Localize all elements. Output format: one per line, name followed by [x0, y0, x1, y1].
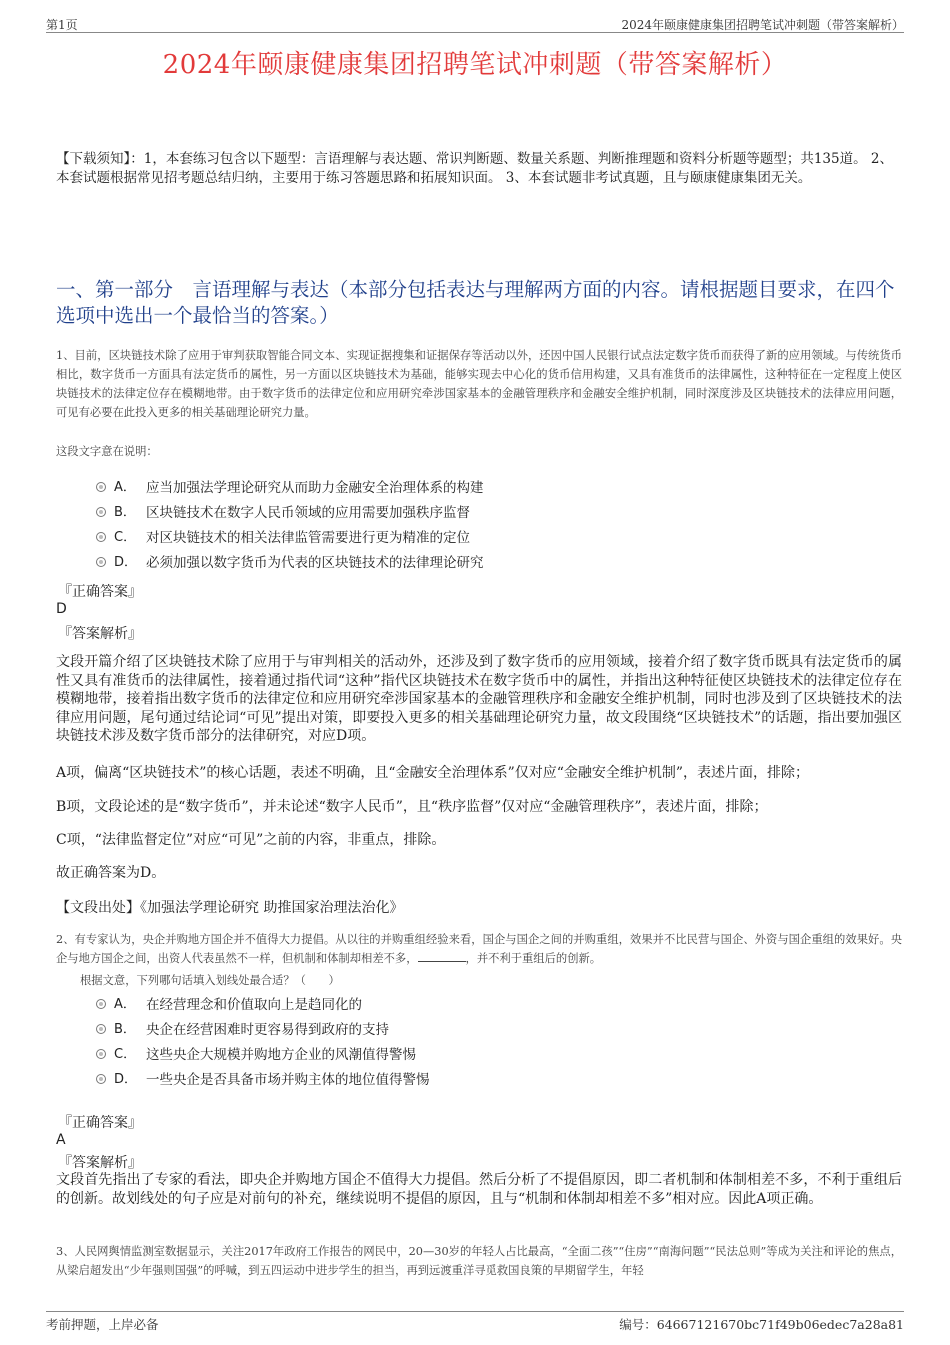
page-number: 第1页 — [46, 18, 78, 32]
blank-underline — [418, 951, 466, 962]
question-2-analysis: 文段首先指出了专家的看法，即央企并购地方国企不值得大力提倡。然后分析了不提倡原因，即二者机制和体制相差不多，不利于重组后的创新。故划线处的句子应是对前句的补充，继续说明不提倡的原因，且与“机制和体制却相差不多”相对应。因此A项正确。 — [56, 1172, 902, 1207]
option-text: 这些央企大规模并购地方企业的风潮值得警惕 — [146, 1047, 416, 1063]
option-text: 对区块链技术的相关法律监管需要进行更为精准的定位 — [146, 530, 470, 546]
question-1-stem: 1、目前，区块链技术除了应用于审判获取智能合同文本、实现证据搜集和证据保存等活动以外，还因中国人民银行试点法定数字货币而获得了新的应用领域。与传统货币相比，数字货币一方面具有法定货币的属性，另一方面以区块链技术为基础，能够实现去中心化的货币信用构建，又具有准货币的法律属性，这种特征在一定程度上使区块链技术的法律定位存在模糊地带。由于数字货币的法律定位和应用研究牵涉国家基本的金融管理秩序和金融安全维护机制，同时深度涉及区块链技术的法律应用问题，可见有必要在此投入更多的相关基础理论研究力量。 — [56, 349, 902, 419]
page-footer — [46, 1311, 904, 1332]
option-text: 必须加强以数字货币为代表的区块链技术的法律理论研究 — [146, 555, 484, 571]
text-source: 【文段出处】《加强法学理论研究 助推国家治理法治化》 — [56, 900, 404, 916]
radio-icon[interactable] — [96, 1024, 106, 1034]
analysis-line-a: A项，偏离“区块链技术”的核心话题，表述不明确，且“金融安全治理体系”仅对应“金融安全维护机制”，表述片面，排除； — [56, 765, 810, 781]
radio-icon[interactable] — [96, 507, 106, 517]
radio-icon[interactable] — [96, 557, 106, 567]
option-text: 在经营理念和价值取向上是趋同化的 — [146, 997, 362, 1013]
option-text: 央企在经营困难时更容易得到政府的支持 — [146, 1022, 389, 1038]
download-notice: 【下载须知】：1，本套练习包含以下题型：言语理解与表达题、常识判断题、数量关系题、判断推理题和资料分析题等题型；共135道。 2、本套试题根据常见招考题总结归纳，主要用于练习答题思路和拓展知识面。 3、本套试题非考试真题，且与颐康健康集团无关。 — [56, 151, 893, 186]
radio-icon[interactable] — [96, 482, 106, 492]
question-2-prompt: 根据文意，下列哪句话填入划线处最合适？（ ） — [80, 974, 340, 987]
radio-icon[interactable] — [96, 999, 106, 1009]
section-heading: 一、第一部分 言语理解与表达（本部分包括表达与理解两方面的内容。请根据题目要求，在四个选项中选出一个最恰当的答案。） — [56, 278, 895, 327]
radio-icon[interactable] — [96, 532, 106, 542]
page-header — [46, 14, 904, 33]
question-1-analysis: 文段开篇介绍了区块链技术除了应用于与审判相关的活动外，还涉及到了数字货币的应用领域，接着介绍了数字货币既具有法定货币的属性又具有准货币的法律属性，接着通过指代词“这种”指代区块链技术在数字货币中的属性，并指出这种特征使区块链技术的法律定位存在模糊地带，接着指出数字货币的法律定位和应用研究牵涉国家基本的金融管理秩序和金融安全维护机制，同时也涉及到了区块链技术的法律应用问题，尾句通过结论词“可见”提出对策，即要投入更多的相关基础理论研究力量，故文段围绕“区块链技术”的话题，指出要加强区块链技术涉及数字货币部分的法律研究，对应D项。 — [56, 654, 902, 744]
option-text: 区块链技术在数字人民币领域的应用需要加强秩序监督 — [146, 505, 470, 521]
correct-answer: D — [56, 601, 67, 617]
analysis-conclusion: 故正确答案为D。 — [56, 865, 166, 881]
correct-answer: A — [56, 1132, 66, 1148]
analysis-label: 『答案解析』 — [58, 1155, 142, 1171]
analysis-line-b: B项，文段论述的是“数字货币”，并未论述“数字人民币”，且“秩序监督”仅对应“金融管理秩序”，表述片面，排除； — [56, 799, 768, 815]
option-text: 一些央企是否具备市场并购主体的地位值得警惕 — [146, 1072, 430, 1088]
page-title: 2024年颐康健康集团招聘笔试冲刺题（带答案解析） — [162, 50, 788, 80]
radio-icon[interactable] — [96, 1049, 106, 1059]
correct-answer-label: 『正确答案』 — [58, 1115, 142, 1131]
footer-slogan: 考前押题，上岸必备 — [46, 1317, 159, 1332]
question-2-stem: 2、有专家认为，央企并购地方国企并不值得大力提倡。从以往的并购重组经验来看，国企与国企之间的并购重组，效果并不比民营与国企、外资与国企重组的效果好。央企与地方国企之间，出资人代表虽然不一样，但机制和体制却相差不多， ，并不利于重组后的创新。 — [56, 933, 902, 965]
analysis-label: 『答案解析』 — [58, 626, 142, 642]
radio-icon[interactable] — [96, 1074, 106, 1084]
correct-answer-label: 『正确答案』 — [58, 584, 142, 600]
header-doc-title: 2024年颐康健康集团招聘笔试冲刺题（带答案解析） — [621, 18, 904, 32]
question-3-stem: 3、人民网舆情监测室数据显示，关注2017年政府工作报告的网民中，20—30岁的年轻人占比最高，“全面二孩”“住房”“南海问题”“民法总则”等成为关注和评论的焦点，从梁启超发出“少年强则国强”的呼喊，到五四运动中进步学生的担当，再到远渡重洋寻觅救国良策的早期留学生，年轻 — [56, 1245, 902, 1277]
question-1-prompt: 这段文字意在说明： — [56, 445, 158, 458]
document-id: 编号：64667121670bc71f49b06edec7a28a81 — [619, 1317, 904, 1332]
analysis-line-c: C项，“法律监督定位”对应“可见”之前的内容，非重点，排除。 — [56, 832, 446, 848]
option-text: 应当加强法学理论研究从而助力金融安全治理体系的构建 — [146, 480, 484, 496]
